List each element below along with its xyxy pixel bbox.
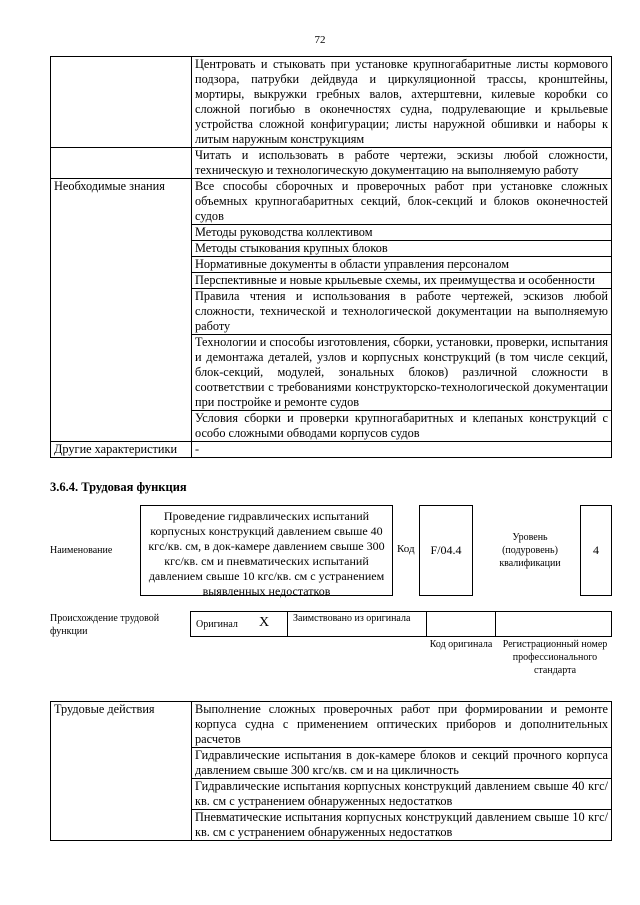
original-label: Оригинал xyxy=(196,619,238,630)
action-cell: Выполнение сложных проверочных работ при формировании и ремонте корпуса судна с применением оптических приборов и дополнительных расчетов xyxy=(192,702,612,748)
level-value-box xyxy=(580,505,612,596)
labor-actions-table xyxy=(50,701,612,841)
page-number: 72 xyxy=(314,34,326,46)
original-cell xyxy=(190,611,288,637)
knowledge-cell: Условия сборки и проверки крупногабаритных и клепаных конструкций с особо сложными обводами корпусов судов xyxy=(192,411,612,442)
action-cell: Пневматические испытания корпусных конструкций давлением свыше 10 кгс/кв. см с устранением обнаруженных недостатков xyxy=(192,810,612,841)
action-cell: Гидравлические испытания корпусных конструкций давлением свыше 40 кгс/кв. см с устранением обнаруженных недостатков xyxy=(192,779,612,810)
function-name-box: Проведение гидравлических испытаний корпусных конструкций давлением свыше 40 кгс/кв. см, в док-камере давлением свыше 300 кгс/кв. см и пневматических испытаний давлением свыше 10 кгс/кв. см с устранением выявленных недостатков xyxy=(140,505,393,596)
action-cell: Гидравлические испытания в док-камере блоков и секций прочного корпуса давлением свыше 300 кгс/кв. см и на цикличность xyxy=(192,748,612,779)
knowledge-cell: Методы стыкования крупных блоков xyxy=(192,241,612,257)
code-label: Код xyxy=(397,543,415,555)
skill-cell: Центровать и стыковать при установке крупногабаритные листы кормового подзора, патрубки дейдвуда и циркуляционной трассы, кронштейны, мортиры, выкружки гребных валов, ахтерштевни, килевые коробки со сложной погибью в оконечностях судна, подрулевающие и крыльевые устройства сложной конфигурации; листы наружной обшивки и наборы к литым наружным конструкциям xyxy=(192,57,612,148)
code-value: F/04.4 xyxy=(430,543,462,557)
table-row xyxy=(51,148,612,179)
table-row xyxy=(51,179,612,225)
registration-number-cell xyxy=(495,611,612,637)
registration-number-caption: Регистрационный номер профессионального стандарта xyxy=(502,639,608,676)
table-row xyxy=(51,57,612,148)
skills-knowledge-table xyxy=(50,56,612,458)
level-value: 4 xyxy=(593,543,599,557)
code-value-box xyxy=(419,505,473,596)
code-original-cell xyxy=(426,611,496,637)
section-heading: 3.6.4. Трудовая функция xyxy=(50,480,187,494)
other-characteristics-label: Другие характеристики xyxy=(51,442,192,458)
skill-cell: Читать и использовать в работе чертежи, эскизы любой сложности, техническую и технологическую документацию на выполняемую работу xyxy=(192,148,612,179)
knowledge-label: Необходимые знания xyxy=(51,179,192,442)
level-label: Уровень (подуровень) квалификации xyxy=(499,532,561,569)
knowledge-cell: Нормативные документы в области управления персоналом xyxy=(192,257,612,273)
other-characteristics-value: - xyxy=(192,442,612,458)
name-label: Наименование xyxy=(50,545,113,556)
actions-label: Трудовые действия xyxy=(51,702,192,841)
origin-label: Происхождение трудовой функции xyxy=(50,613,160,637)
borrowed-label: Заимствовано из оригинала xyxy=(293,613,411,624)
knowledge-cell: Перспективные и новые крыльевые схемы, их преимущества и особенности xyxy=(192,273,612,289)
code-original-caption: Код оригинала xyxy=(429,639,493,650)
knowledge-cell: Методы руководства коллективом xyxy=(192,225,612,241)
knowledge-cell: Правила чтения и использования в работе чертежей, эскизов любой сложности, технической и технологической документации на выполняемую работу xyxy=(192,289,612,335)
knowledge-cell: Все способы сборочных и проверочных работ при установке сложных объемных крупногабаритных секций, блок-секций и блоков оконечностей судов xyxy=(192,179,612,225)
borrowed-cell xyxy=(287,611,427,637)
table-row xyxy=(51,442,612,458)
empty-label-cell xyxy=(51,57,192,148)
knowledge-cell: Технологии и способы изготовления, сборки, установки, проверки, испытания и демонтажа деталей, узлов и корпусных конструкций (в том числе секций, блок-секций, модулей, зональных блоков) различной сложности в соответствии с требованиями конструкторско-технологической документации при постройке и ремонте судов xyxy=(192,335,612,411)
table-row xyxy=(51,702,612,748)
original-mark: X xyxy=(259,615,270,630)
empty-label-cell xyxy=(51,148,192,179)
